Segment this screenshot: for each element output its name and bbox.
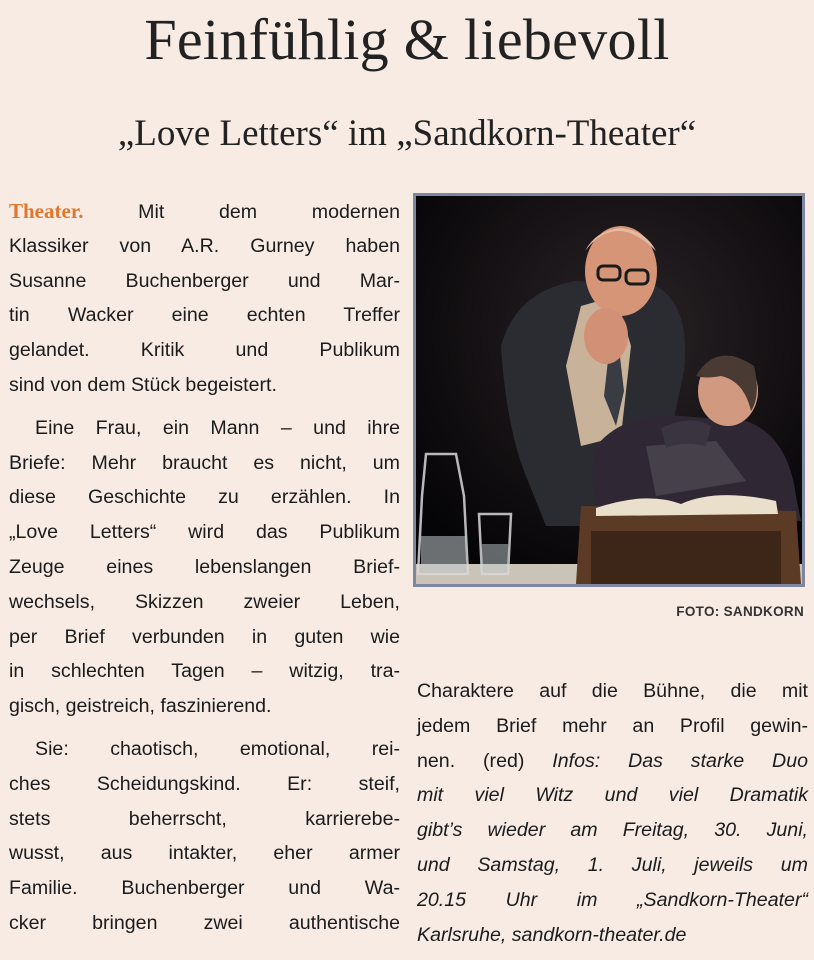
article-left-column <box>9 194 400 941</box>
article-line: ches Scheidungskind. Er: steif, <box>9 772 400 795</box>
article-line: Theater. Mit dem modernen <box>9 199 400 223</box>
photo-credit: FOTO: SANDKORN <box>676 604 804 619</box>
article-line: Susanne Buchenberger und Mar- <box>9 269 400 292</box>
kicker: Theater. <box>9 199 84 223</box>
article-line: gelandet. Kritik und Publikum <box>9 339 400 362</box>
article-line: Familie. Buchenberger und Wa- <box>9 877 400 900</box>
article-line: 20.15 Uhr im „Sandkorn-Theater“ <box>417 888 808 911</box>
article-line: jedem Brief mehr an Profil gewin- <box>417 714 808 737</box>
article-line: sind von dem Stück begeistert. <box>9 373 277 396</box>
theater-photo <box>413 193 805 587</box>
info-box: Infos: Das starke Duo <box>552 749 808 772</box>
subheadline: „Love Letters“ im „Sandkorn-Theater“ <box>117 113 697 154</box>
article-line: tin Wacker eine echten Treffer <box>9 304 400 327</box>
article-line: Sie: chaotisch, emotional, rei- <box>35 737 400 760</box>
article-line: per Brief verbunden in guten wie <box>9 625 400 648</box>
article-line: „Love Letters“ wird das Publikum <box>9 521 400 544</box>
article-line: in schlechten Tagen – witzig, tra- <box>9 660 400 683</box>
article-line: gibt’s wieder am Freitag, 30. Juni, <box>417 819 808 842</box>
article-right-column <box>417 674 808 952</box>
article-line: wusst, aus intakter, eher armer <box>9 842 400 865</box>
article-line: Briefe: Mehr braucht es nicht, um <box>9 451 400 474</box>
article-line: diese Geschichte zu erzählen. In <box>9 486 400 509</box>
article-line: Charaktere auf die Bühne, die mit <box>417 680 808 702</box>
article-line: cker bringen zwei authentische <box>9 911 400 934</box>
article-line: stets beherrscht, karrierebe- <box>9 807 400 830</box>
article-line: mit viel Witz und viel Dramatik <box>417 784 808 807</box>
article-line: Eine Frau, ein Mann – und ihre <box>35 416 400 439</box>
headline: Feinfühlig & liebevoll <box>144 7 670 72</box>
article-line: Klassiker von A.R. Gurney haben <box>9 234 400 257</box>
article-line: Zeuge eines lebenslangen Brief- <box>9 555 400 578</box>
article-line: wechsels, Skizzen zweier Leben, <box>9 590 400 613</box>
article-line: gisch, geistreich, faszinierend. <box>9 695 272 718</box>
stage-scene-image <box>416 196 802 584</box>
article-line: und Samstag, 1. Juli, jeweils um <box>417 853 808 876</box>
article-line: nen. (red) Infos: Das starke Duo <box>417 749 808 772</box>
article-line: Karlsruhe, sandkorn-theater.de <box>417 923 687 946</box>
